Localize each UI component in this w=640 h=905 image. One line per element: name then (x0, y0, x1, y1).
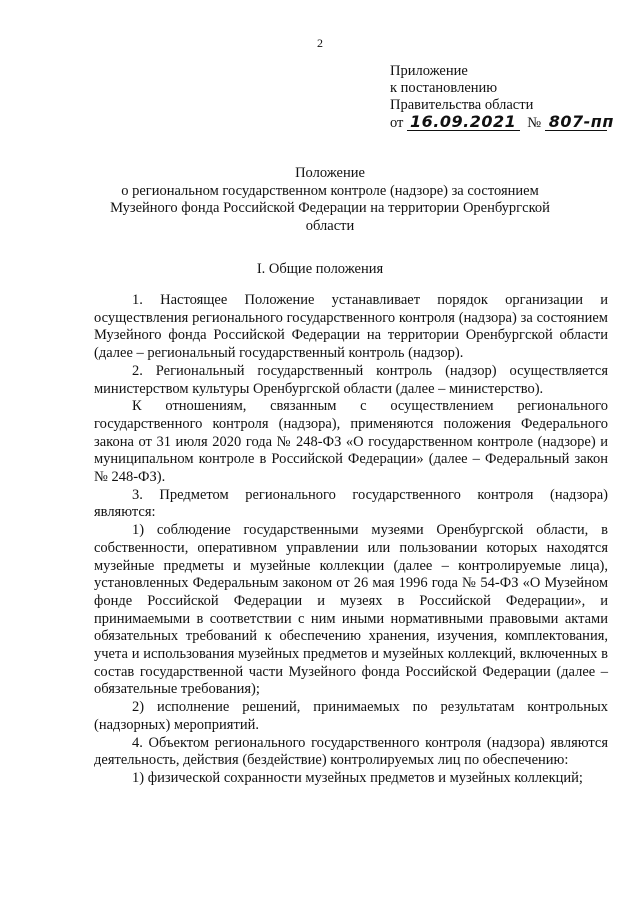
number-prefix: № (527, 115, 542, 131)
paragraph-5: 1) соблюдение государственными музеями Оренбургской области, в собственности, оперативном управлении или пользовании которых находятся музейные предметы и музейные коллекции (далее – контролируемые лица), установленных Федеральным законом от 26 мая 1996 года № 54-ФЗ «О Музейном фонде Российской Федерации и музеях в Российской Федерации», и принимаемыми в соответствии с ним иными нормативными правовыми актами обязательных требований к обеспечению хранения, изучения, комплектования, учета и использования музейных предметов и музейных коллекций, включенных в состав государственной части Музейного фонда Российской Федерации (далее – обязательные требования); (94, 522, 608, 698)
paragraph-8: 1) физической сохранности музейных предметов и музейных коллекций; (132, 769, 583, 786)
paragraph-4: 3. Предметом регионального государственного контроля (надзора) являются: (94, 486, 608, 521)
title-line-1: Положение (295, 165, 365, 181)
annex-line-3: Правительства области (390, 97, 534, 113)
paragraph-1: 1. Настоящее Положение устанавливает порядок организации и осуществления регионального государственного контроля (надзора) за состоянием Музейного фонда Российской Федерации на территории Оренбургской области (далее – региональный государственный контроль (надзор). (94, 292, 608, 362)
handwritten-number: 807-пп (545, 114, 607, 131)
annex-line-1: Приложение (390, 63, 468, 79)
section-heading: I. Общие положения (256, 261, 384, 277)
annex-date-number-line (390, 114, 615, 132)
document-title (95, 165, 565, 235)
title-line-4: области (305, 217, 355, 234)
page-number: 2 (317, 36, 323, 50)
paragraph-2: 2. Региональный государственный контроль (надзор) осуществляется министерством культуры Оренбургской области (далее – министерство). (94, 362, 608, 397)
annex-line-2: к постановлению (390, 80, 498, 96)
handwritten-date: 16.09.2021 (407, 114, 520, 131)
paragraph-3: К отношениям, связанным с осуществлением регионального государственного контроля (надзора), применяются положения Федерального закона от 31 июля 2020 года № 248-ФЗ «О государственном контроле (надзоре) и муниципальном контроле в Российской Федерации» (далее – Федеральный закон № 248-ФЗ). (94, 398, 608, 486)
title-line-2: о региональном государственном контроле (надзоре) за состоянием (121, 182, 539, 199)
date-prefix: от (390, 115, 404, 131)
title-line-3: Музейного фонда Российской Федерации на территории Оренбургской (110, 200, 550, 216)
paragraph-7: 4. Объектом регионального государственного контроля (надзора) являются деятельность, действия (бездействие) контролируемых лиц по обеспечению: (94, 734, 608, 769)
paragraph-6: 2) исполнение решений, принимаемых по результатам контрольных (надзорных) мероприятий. (94, 699, 608, 733)
annex-block (390, 63, 615, 132)
document-body (94, 292, 608, 788)
